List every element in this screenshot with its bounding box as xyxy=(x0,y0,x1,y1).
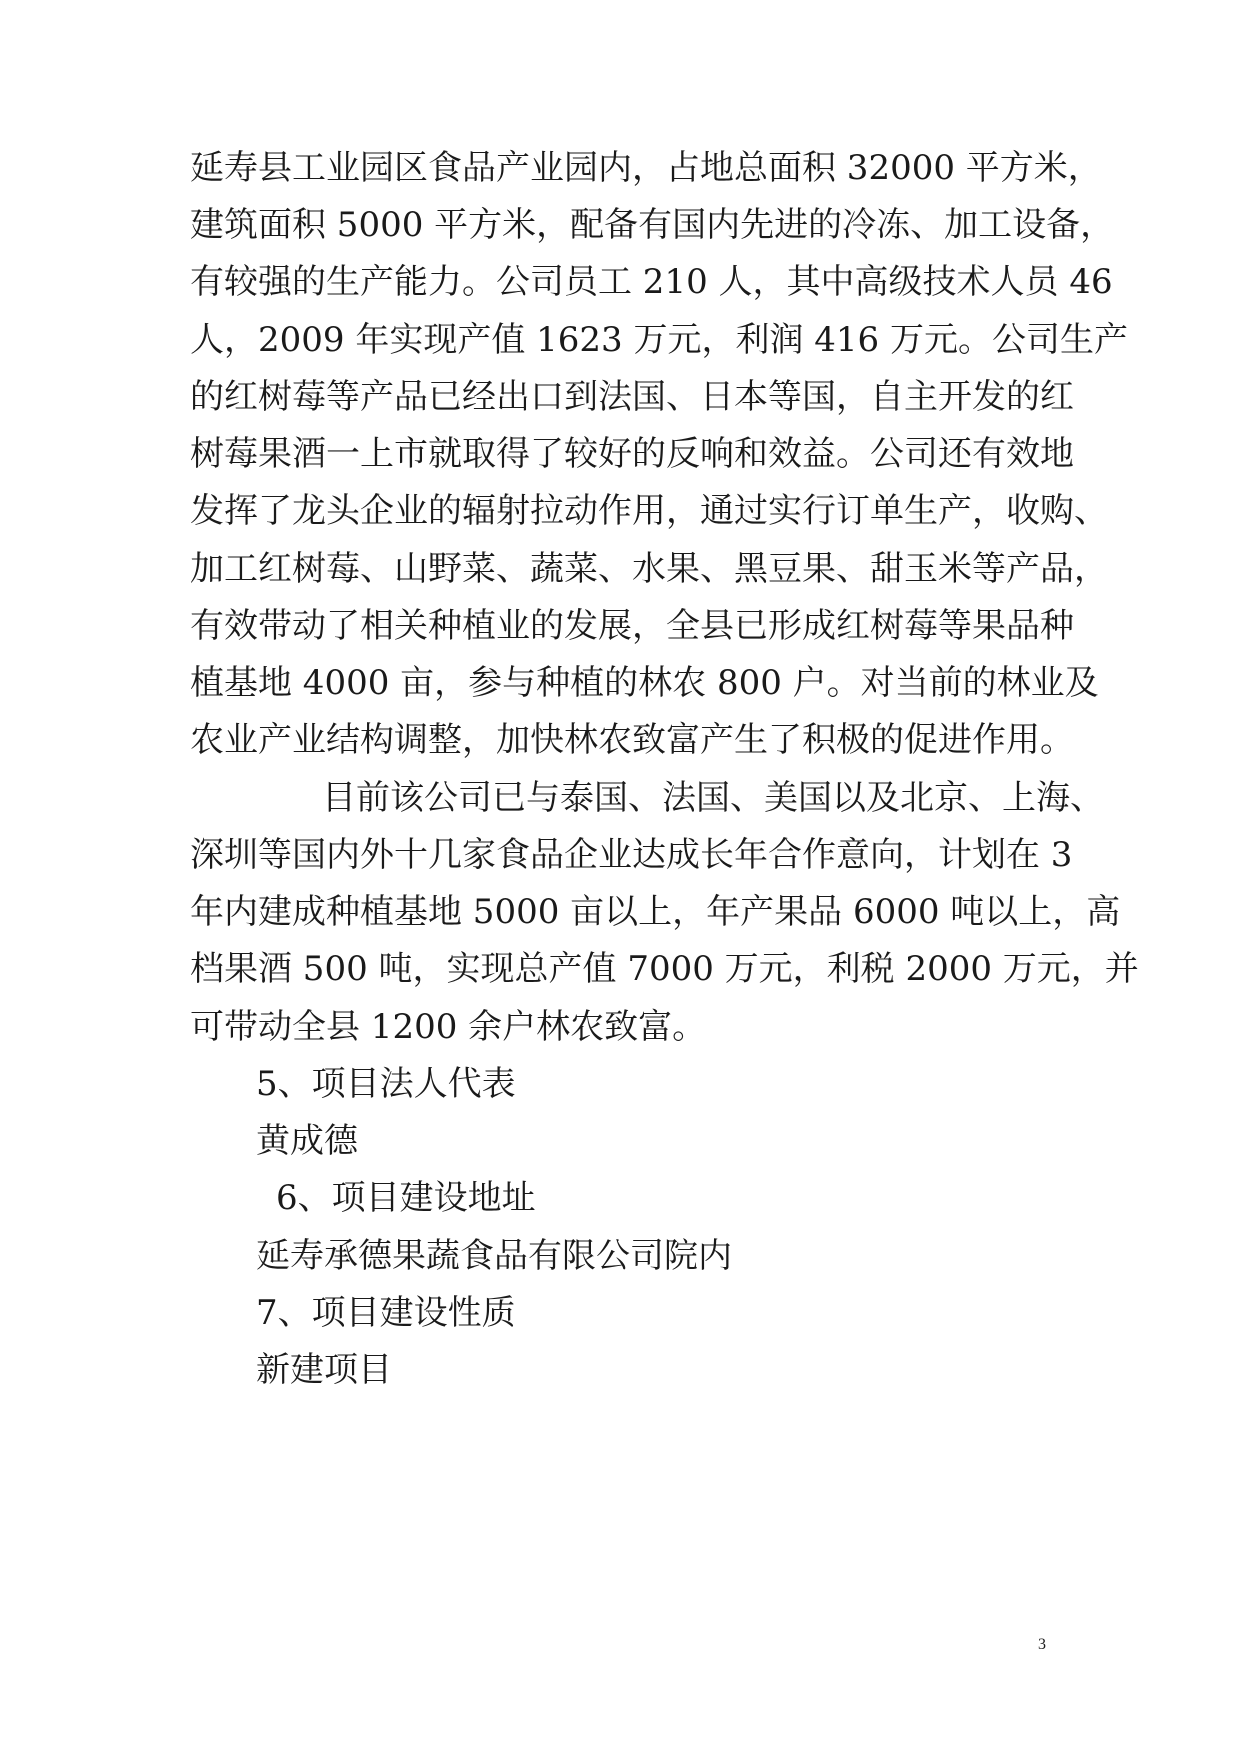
text-line: 年内建成种植基地 5000 亩以上，年产果品 6000 吨以上，高 xyxy=(190,892,1121,932)
text-line: 的红树莓等产品已经出口到法国、日本等国，自主开发的红 xyxy=(190,377,1074,417)
text-line: 目前该公司已与泰国、法国、美国以及北京、上海、 xyxy=(322,778,1104,818)
section-heading: 5、项目法人代表 xyxy=(256,1064,516,1104)
text-line: 加工红树莓、山野菜、蔬菜、水果、黑豆果、甜玉米等产品， xyxy=(190,549,1108,589)
text-line: 发挥了龙头企业的辐射拉动作用，通过实行订单生产，收购、 xyxy=(190,491,1108,531)
text-line: 植基地 4000 亩，参与种植的林农 800 户。对当前的林业及 xyxy=(190,663,1099,703)
text-line: 树莓果酒一上市就取得了较好的反响和效益。公司还有效地 xyxy=(190,434,1074,474)
text-line: 延寿县工业园区食品产业园内，占地总面积 32000 平方米， xyxy=(190,148,1102,188)
text-line: 可带动全县 1200 余户林农致富。 xyxy=(190,1007,707,1047)
text-line: 有效带动了相关种植业的发展，全县已形成红树莓等果品种 xyxy=(190,606,1074,646)
text-line: 档果酒 500 吨，实现总产值 7000 万元，利税 2000 万元，并 xyxy=(190,949,1139,989)
text-line: 建筑面积 5000 平方米，配备有国内先进的冷冻、加工设备， xyxy=(190,205,1115,245)
section-value: 黄成德 xyxy=(256,1121,358,1161)
section-value: 延寿承德果蔬食品有限公司院内 xyxy=(256,1236,732,1276)
section-heading: 6、项目建设地址 xyxy=(276,1178,536,1218)
text-line: 农业产业结构调整，加快林农致富产生了积极的促进作用。 xyxy=(190,720,1074,760)
page-number: 3 xyxy=(1038,1636,1046,1653)
text-line: 有较强的生产能力。公司员工 210 人，其中高级技术人员 46 xyxy=(190,262,1113,302)
text-line: 深圳等国内外十几家食品企业达成长年合作意向，计划在 3 xyxy=(190,835,1073,875)
text-line: 人，2009 年实现产值 1623 万元，利润 416 万元。公司生产 xyxy=(190,320,1128,360)
section-heading: 7、项目建设性质 xyxy=(256,1293,516,1333)
section-value: 新建项目 xyxy=(256,1350,392,1390)
